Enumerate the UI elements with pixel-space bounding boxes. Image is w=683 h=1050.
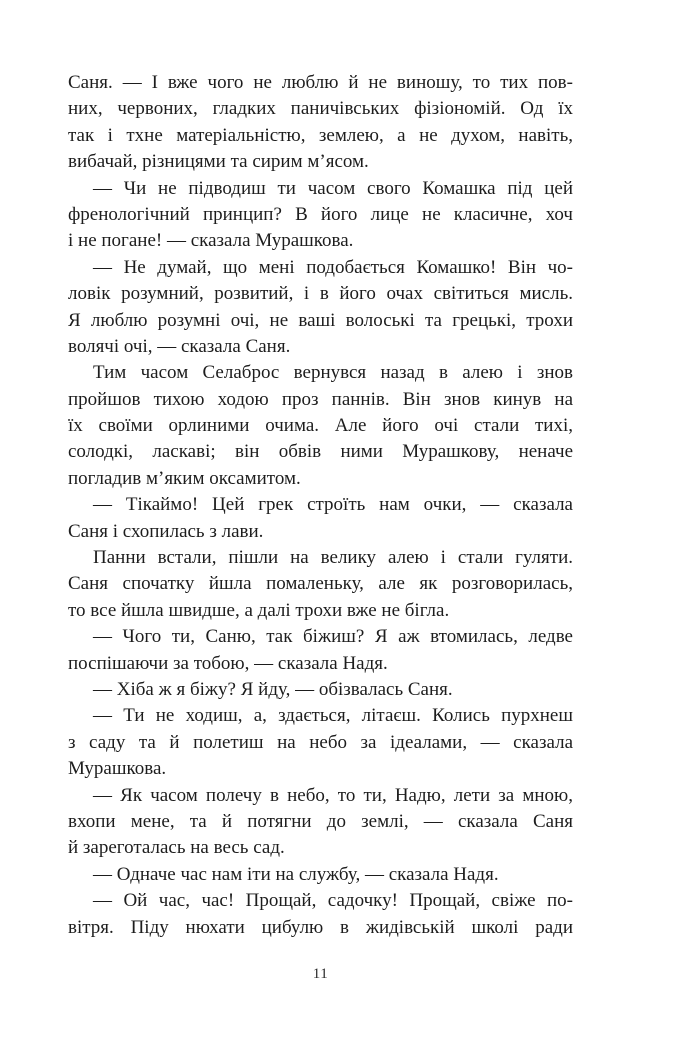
text-line: Саня. — І вже чого не люблю й не виношу, то тих пов- xyxy=(68,72,573,93)
text-line: — Чого ти, Саню, так біжиш? Я аж втомилась, ледве xyxy=(93,626,573,648)
text-line: вітря. Піду нюхати цибулю в жидівській школі ради xyxy=(68,916,573,938)
text-line: погладив м’яким оксамитом. xyxy=(68,467,301,489)
text-line: — Чи не підводиш ти часом свого Комашка під цей xyxy=(93,177,573,199)
text-line: солодкі, ласкаві; він обвів ними Мурашкову, неначе xyxy=(68,441,573,463)
text-line: — Одначе час нам іти на службу, — сказала Надя. xyxy=(93,863,499,885)
text-line: френологічний принцип? В його лице не класичне, хоч xyxy=(68,203,573,225)
text-line: — Ой час, час! Прощай, садочку! Прощай, свіже по- xyxy=(93,890,573,912)
text-line: так і тхне матеріальністю, землею, а не духом, навіть, xyxy=(68,124,573,146)
text-line: вхопи мене, та й потягни до землі, — сказала Саня xyxy=(68,810,573,832)
text-line: Саня і схопилась з лави. xyxy=(68,520,264,542)
text-block xyxy=(68,70,573,941)
page-number: 11 xyxy=(312,966,329,982)
text-line: Мурашкова. xyxy=(68,758,167,780)
text-line: то все йшла швидше, а далі трохи вже не бігла. xyxy=(68,599,450,621)
text-line: Я люблю розумні очі, не ваші волоські та грецькі, трохи xyxy=(68,309,573,331)
text-line: поспішаючи за тобою, — сказала Надя. xyxy=(68,652,388,674)
text-line: вибачай, різницями та сирим м’ясом. xyxy=(68,151,369,173)
text-line: — Ти не ходиш, а, здається, літаєш. Колись пурхнеш xyxy=(93,705,573,727)
text-line: їх своїми орлиними очима. Але його очі стали тихі, xyxy=(68,415,573,437)
text-line: й зареготалась на весь сад. xyxy=(68,837,285,859)
text-line: — Як часом полечу в небо, то ти, Надю, лети за мною, xyxy=(93,784,573,806)
text-line: — Не думай, що мені подобається Комашко! Він чо- xyxy=(93,256,573,278)
text-line: і не погане! — сказала Мурашкова. xyxy=(68,230,354,252)
text-line: Саня спочатку йшла помаленьку, але як розговорилась, xyxy=(68,573,573,595)
text-line: — Хіба ж я біжу? Я йду, — обізвалась Саня. xyxy=(93,678,453,700)
text-line: них, червоних, гладких паничівських фізіономій. Од їх xyxy=(68,98,573,120)
text-line: пройшов тихою ходою проз паннів. Він знов кинув на xyxy=(68,388,573,410)
text-line: Панни встали, пішли на велику алею і стали гуляти. xyxy=(93,547,573,569)
text-line: — Тікаймо! Цей грек строїть нам очки, — сказала xyxy=(93,494,573,516)
text-line: Тим часом Селаброс вернувся назад в алею і знов xyxy=(93,362,573,384)
text-line: з саду та й полетиш на небо за ідеалами, — сказала xyxy=(68,731,573,753)
text-line: волячі очі, — сказала Саня. xyxy=(68,335,291,357)
text-line: ловік розумний, розвитий, і в його очах світиться мисль. xyxy=(68,283,573,305)
